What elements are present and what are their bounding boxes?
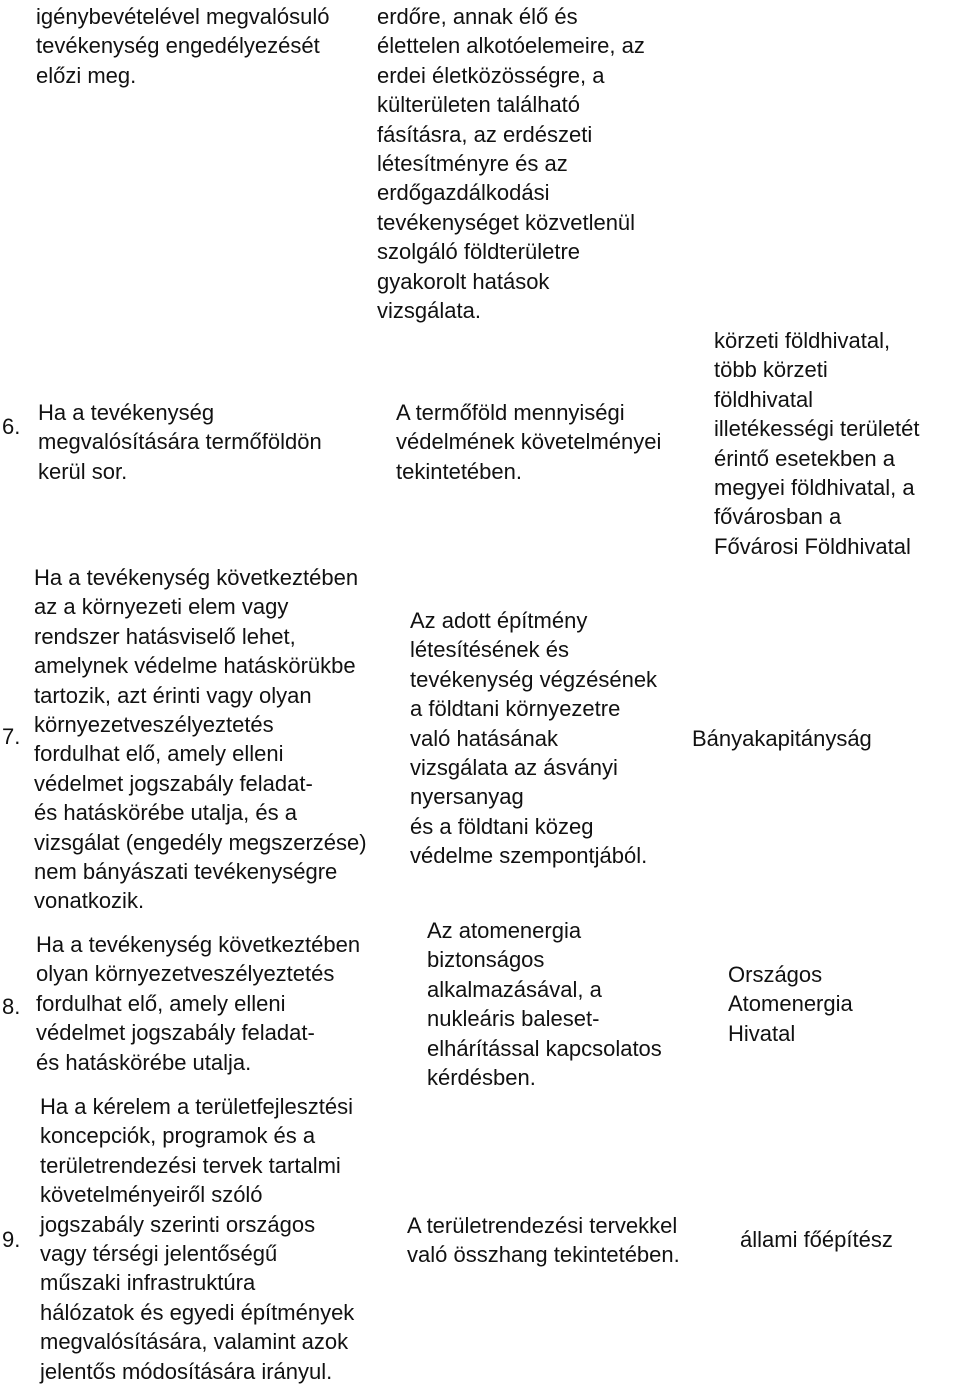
row-9-subject: A területrendezési tervekkel való összhang tekintetében. [407,1213,680,1268]
row-7-condition: Ha a tevékenység következtében az a környezeti elem vagy rendszer hatásviselő lehet, amelynek védelme hatáskörükbe tartozik, azt érinti vagy olyan környezetveszélyeztetés fordulhat elő, amely elleni védelmet jogszabály feladat- és hatáskörébe utalja, és a vizsgálat (engedély megszerzése) nem bányászati tevékenységre vonatkozik. [34,565,367,914]
row-6-authority: körzeti földhivatal, több körzeti földhivatal illetékességi területét érintő esetekben a megyei földhivatal, a fővárosban a Fővárosi Földhivatal [714,328,920,559]
row-8-subject: Az atomenergia biztonságos alkalmazásával, a nukleáris baleset- elhárítással kapcsolatos kérdésben. [427,918,662,1091]
row-9-authority: állami főépítész [740,1227,893,1252]
row-7-subject: Az adott építmény létesítésének és tevékenység végzésének a földtani környezetre való hatásának vizsgálata az ásványi nyersanyag és a földtani közeg védelme szempontjából. [410,608,658,869]
row-0-subject: erdőre, annak élő és élettelen alkotóelemeire, az erdei életközösségre, a külterületen található fásításra, az erdészeti létesítményre és az erdőgazdálkodási tevékenységet közvetlenül szolgáló földterületre gyakorolt hatások vizsgálata. [377,4,645,324]
row-6-subject: A termőföld mennyiségi védelmének követelményei tekintetében. [396,400,662,484]
row-8-number: 8. [2,994,21,1019]
row-7-number: 7. [2,724,21,749]
row-9-condition: Ha a kérelem a területfejlesztési koncepciók, programok és a területrendezési tervek tartalmi követelményeiről szóló jogszabály szerinti országos vagy térségi jelentőségű műszaki infrastruktúra hálózatok és egyedi építmények megvalósítására, valamint azok jelentős módosítására irányul. [40,1094,355,1384]
row-9-number: 9. [2,1227,21,1252]
row-0-condition: igénybevételével megvalósuló tevékenység engedélyezését előzi meg. [36,4,330,88]
row-8-authority: Országos Atomenergia Hivatal [728,962,853,1046]
row-8-condition: Ha a tevékenység következtében olyan környezetveszélyeztetés fordulhat elő, amely elleni védelmet jogszabály feladat- és hatáskörébe utalja. [36,932,361,1075]
row-7-authority: Bányakapitányság [692,726,872,751]
row-6-condition: Ha a tevékenység megvalósítására termőföldön kerül sor. [38,400,322,484]
row-6-number: 6. [2,414,21,439]
